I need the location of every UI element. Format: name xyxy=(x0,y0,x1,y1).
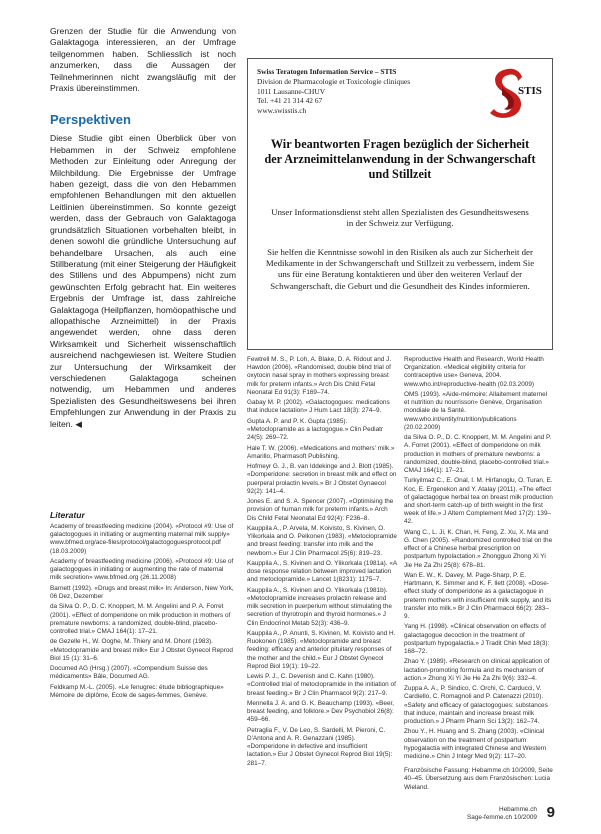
stis-logo-text: STIS xyxy=(518,85,542,97)
reference-item: Zhou Y., H. Huang and S. Zhang (2003). «Clinical observation on the treatment of postpartum hypogalactia with integrated Chinese and Western medicine.» Chin J Integr Med 9(2): 117–20. xyxy=(404,728,547,761)
reference-item: Kauppila A., S. Kivinen and O. Ylikorkala (1981b). «Metoclopramide increases prolactin release and milk secretion in puerperium without stimulating the secretion of thyrotropin and thyroid hormones.» J Clin Endocrinol Metab 52(3): 436–9. xyxy=(247,586,392,627)
reference-item: Petraglia F., V. De Leo, S. Sardelli, M. Pieroni, C. D'Antona and A. R. Genazzani (1985). «Domperidone in defective and insufficient lactation.» Eur J Obstet Gynecol Reprod Biol 19(5): 281–7. xyxy=(247,726,393,767)
intro-paragraph: Grenzen der Studie für die Anwendung von Galaktagoga interessieren, an der Umfrage teilgenommen haben. Schliesslich ist noch anzumerken, dass die Aussagen der Teilnehmerinnen nicht zwangsläufig mit der Praxis übereinstimmen. xyxy=(50,26,236,94)
page-number: 9 xyxy=(546,804,555,821)
reference-item: Kauppila A., P. Arvela, M. Koivisto, S. Kivinen, O. Ylikorkala and O. Pelkonen (1983). «Metoclopramide and breast feeding: transfer into milk and the newborn.» Eur J Clin Pharmacol 25(6): 819–23. xyxy=(247,524,397,557)
stis-phone: Tel. +41 21 314 42 67 xyxy=(257,96,323,106)
stis-name: Swiss Teratogen Information Service – STIS xyxy=(257,67,397,76)
section-heading-perspektiven: Perspektiven xyxy=(50,112,131,128)
end-mark-icon: ◀ xyxy=(75,418,82,429)
reference-item: da Silva O. P., D. C. Knoppert, M. M. Angelini and P. A. Forret (2001). «Effect of domperidone on milk production in mothers of premature newborns: a randomized, double-blind, placebo-controlled trial.» CMAJ 164(1): 17–21. xyxy=(50,603,231,635)
literature-list xyxy=(50,510,236,702)
ad-paragraph-2: Sie helfen die Kenntnisse sowohl in den Risiken als auch zur Sicherheit der Medikamente in der Schwangerschaft und Stillzeit zu verbessern, indem Sie uns für eine Beratung kontaktieren und über den weiteren Verlauf der Schwangerschaft, die Geburt und die Gesundheit des Kindes informieren. xyxy=(265,247,535,291)
reference-item: de Gezelle H., W. Ooghe, M. Thiery and M. Dhont (1983). «Metoclopramide and breast milk» Eur J Obstet Gynecol Reprod Biol 15 (1): 31–6. xyxy=(50,638,233,662)
left-column xyxy=(50,26,236,430)
reference-item: Academy of breastfeeding medicine (2004). «Protocol #9: Use of galactogogues in initiating or augmenting maternal milk supply» www.bfmed.org/ace-files/protocol/galactogoguesprotocol.pdf (18.03.2009) xyxy=(50,523,234,555)
reference-item: Mennella J. A. and G. K. Beauchamp (1993). «Beer, breast feeding, and folklore.» Dev Psychobiol 26(8): 459–66. xyxy=(247,699,395,724)
stis-address: 1011 Lausanne-CHUV xyxy=(257,86,326,96)
reference-item: Gupta A. P. and P. K. Gupta (1985). «Metoclopramide as a lactogogue.» Clin Pediatr 24(5): 269–72. xyxy=(247,417,384,442)
reference-item: Hofmeyr G. J., B. van Iddekinge and J. Blott (1985). «Domperidone: secretion in breast milk and effect on puerperal prolactin levels.» Br J Obstet Gynaecol 92(2): 141–4. xyxy=(247,463,397,495)
footer-publication: Hebamme.ch xyxy=(498,806,537,813)
reference-item: OMS (1993). «Aide-mémoire: Allaitement maternel et nutrition du nourrisson» Genève, Organisation mondiale de la Santé. www.who.int/entity/nutrition/publications (20.02.2009) xyxy=(404,391,548,431)
middle-references xyxy=(247,356,397,770)
reference-item: Zuppa A. A., P. Sindico, C. Orchi, C. Carducci, V. Cardiello, C. Romagnoli and P. Catenazzi (2010). «Safety and efficacy of galactogogues: substances that induce, maintain and increase breast milk production.» J Pharm Pharm Sci 13(2): 162–74. xyxy=(404,685,548,726)
reference-item: Kauppila A., P. Anunti, S. Kivinen, M. Koivisto and H. Ruokonen (1985). «Metoclopramide and breast feeding: efficacy and anterior pituitary responses of the mother and the child.» Eur J Obstet Gynecol Reprod Biol 19(1): 19–22. xyxy=(247,629,396,670)
reference-item: Kauppila A., S. Kivinen and O. Ylikorkala (1981a). «A dose response relation between improved lactation and metoclopramide.» Lancet 1(8231): 1175–7. xyxy=(247,559,397,584)
stis-contact xyxy=(257,67,467,116)
ad-title: Wir beantworten Fragen bezüglich der Sicherheit der Arzneimittelanwendung in der Schwangerschaft und Stillzeit xyxy=(264,137,536,181)
reference-item: Academy of breastfeeding medicine (2006). «Protocol #9: Use of galactogogues in initiating or augmenting the rate of maternal milk secretion» www.bfmed.org (26.11.2008) xyxy=(50,558,234,582)
stis-division: Division de Pharmacologie et Toxicologie cliniques xyxy=(257,76,411,86)
reference-item: Documed AG (Hrsg.) (2007). «Compendium Suisse des médicaments» Bâle, Documed AG. xyxy=(50,665,208,681)
reference-item: Zhao Y. (1989). «Research on clinical application of lactation-promoting formula and its mechanism of action.» Zhong Xi Yi Jie He Za Zhi 9(6): 332–4. xyxy=(404,658,550,682)
reference-item: Wan E. W., K. Davey, M. Page-Sharp, P. E. Hartmann, K. Simmer and K. F. Ilett (2008). «Dose-effect study of domperidone as a galactagogue in preterm mothers with insufficient milk supply, and its transfer into milk.» Br J Clin Pharmacol 66(2): 283–9. xyxy=(404,572,552,621)
ad-paragraph-1: Unser Informationsdienst steht allen Spezialisten des Gesundheitswesens in der Schweiz zur Verfügung. xyxy=(271,207,529,229)
reference-item: Wang C., L. Ji, K. Chan, H. Feng, Z. Xu, X. Ma and G. Chen (2005). «Randomized controlled trial on the effect of a Chinese herbal prescription on postpartum hypolactation.» Zhongguo Zhong Xi Yi Jie He Za Zhi 25(8): 678–81. xyxy=(404,528,553,569)
literature-heading: Literatur xyxy=(50,510,85,520)
reference-item: Feldkamp M.-L. (2005). «Le fenugrec: étude bibliographique» Mémoire de diplôme, Ecole de sages-femmes, Genève. xyxy=(50,683,224,699)
page-footer xyxy=(440,806,555,828)
reference-item: Barnett (1992). «Drugs and breast milk» In: Anderson, New York, 06 Dez, Dezember xyxy=(50,584,234,600)
translation-footnote: Französische Fassung: Hebamme.ch 10/2009, Seite 40–45. Übersetzung aus dem Französischen: Lucia Wieland. xyxy=(404,767,553,791)
reference-item: Gabay M. P. (2002). «Galactogogues: medications that induce lactation» J Hum Lact 18(3): 274–9. xyxy=(247,399,390,415)
reference-item: Yang H. (1998). «Clinical observation on effects of galactagogue decoction in the treatment of postpartum hypogalactia.» J Tradit Chin Med 18(3): 168–72. xyxy=(404,623,550,656)
right-references xyxy=(404,356,554,792)
footer-issue: Sage-femme.ch 10/2009 xyxy=(467,814,537,821)
reference-item: da Silva O. P., D. C. Knoppert, M. M. Angelini and P. A. Forret (2001). «Effect of domperidone on milk production in mothers of premature newborns: a randomized, double-blind, placebo-controlled trial.» CMAJ 164(1): 17–21. xyxy=(404,434,552,475)
reference-item: Hale T. W. (2006). «Medications and mothers' milk.» Amarillo, Pharmasoft Publishing. xyxy=(247,444,395,460)
section-paragraph xyxy=(50,133,236,430)
stis-logo xyxy=(484,65,548,121)
reference-item: Fewtrell M. S., P. Loh, A. Blake, D. A. Ridout and J. Hawdon (2006). «Randomised, double blind trial of oxytocin nasal spray in mothers expressing breast milk for preterm infants.» Arch Dis Child Fetal Neonatal Ed 91(3): F169–74. xyxy=(247,356,392,396)
section-paragraph-text: Diese Studie gibt einen Überblick über von Hebammen in der Schweiz empfohlene Methoden zur Einleitung oder Anregung der Milchbildung. Die Ergebnisse der Umfrage haben gezeigt, dass die von den Hebammen empfohlenen Behandlungen mit den aktuellen Leitlinien übereinstimmen. So konnte gezeigt werden, dass der Gebrauch von Galaktagoga grundsätzlich Situationen vorbehalten bleibt, in denen sowohl die gründliche Untersuchung auf behandelbare Ursachen, als auch eine Stillberatung (mit einer Steigerung der Häufigkeit des Stillens und des Abpumpens) nicht zum gewünschten Erfolg gebracht hat. Ein weiteres Ergebnis der Umfrage ist, dass zahlreiche Galaktagoga (Heilpflanzen, homöopathische und allopathische Arzneimittel) in der Praxis angewendet werden, ohne dass deren Wirksamkeit und Sicherheit wissenschaftlich ausreichend nachgewiesen ist. Weitere Studien zur Untersuchung der Wirksamkeit der verschiedenen Galaktagoga scheinen notwendig, um Hebammen und anderes Spezialisten des Gesundheitswesens bei ihren Empfehlungen zur Anwendung in der Praxis zu leiten. xyxy=(50,133,236,429)
reference-item: Reproductive Health and Research, World Health Organization. «Medical eligibility criteria for contraceptive use» Geneva, 2004. www.who.int/reproductive-health (02.03.2009) xyxy=(404,356,544,388)
stis-website-link[interactable]: www.swisstis.ch xyxy=(257,106,307,116)
reference-item: Lewis P. J., C. Devenish and C. Kahn (1980). «Controlled trial of metoclopramide in the initiation of breast feeding.» Br J Clin Pharmacol 9(2): 217–9. xyxy=(247,673,396,697)
reference-item: Turkyilmaz C., E. Onal, I. M. Hirfanoglu, O. Turan, E. Koc, E. Ergenekon and Y. Atalay (2011). «The effect of galactagogue herbal tea on breast milk production and short-term catch-up of birth weight in the first week of life.» J Altern Complement Med 17(2): 139–42. xyxy=(404,477,553,526)
reference-item: Jones E. and S. A. Spencer (2007). «Optimising the provision of human milk for preterm infants.» Arch Dis Child Fetal Neonatal Ed 92(4): F236–8. xyxy=(247,498,394,522)
stis-advertisement xyxy=(247,58,553,350)
